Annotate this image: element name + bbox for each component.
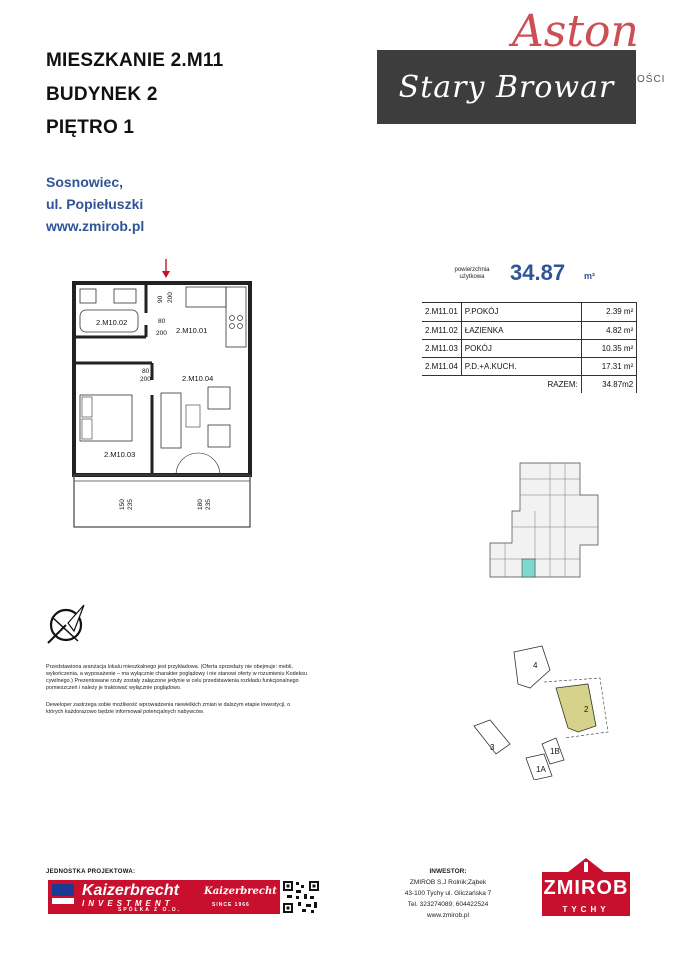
room-id: 2.M11.04: [422, 357, 461, 375]
table-row: [422, 357, 636, 375]
window-dim: 180: [197, 499, 204, 510]
room-name: ŁAZIENKA: [461, 321, 581, 339]
aston-logo: Aston: [512, 6, 639, 57]
investor-label: INWESTOR:: [429, 868, 467, 875]
table-row: [422, 339, 636, 357]
door-dim: 200: [156, 330, 167, 337]
door-dim: 200: [167, 292, 174, 303]
compass-icon: [44, 603, 88, 647]
city-text: Sosnowiec,: [46, 174, 124, 190]
stove-icon: [230, 316, 235, 321]
room-area: 17.31 m²: [581, 357, 636, 375]
kaiz2-name: Kaizerbrecht: [204, 886, 277, 897]
kaiz2-since: SINCE 1966: [212, 902, 250, 908]
eu-flag-icon: [52, 884, 74, 896]
armchair-icon: [208, 425, 230, 447]
total-label: RAZEM:: [547, 379, 578, 389]
room-id: 2.M11.03: [422, 339, 461, 357]
kaizerbrecht-logo: [48, 880, 198, 914]
outer-wall: [74, 283, 250, 475]
floor-plan: [66, 255, 266, 535]
investor-line: Tel. 323274089; 604422524: [407, 901, 489, 908]
area-label-line2: użytkowa: [459, 274, 485, 280]
door-swing: [198, 453, 220, 475]
area-label-line1: powierzchnia: [454, 267, 490, 273]
sink-icon: [114, 289, 136, 303]
door-swing: [176, 453, 198, 475]
table-total-row: [422, 375, 636, 393]
disclaimer-paragraph-2: Deweloper zastrzega sobie możliwość wprowadzenia niewielkich zmian w dalszym etapie inwestycji, o których każdorazowo będzie informował potencjalnych nabywców.: [46, 702, 291, 715]
stary-browar-logo-text: Stary Browar: [398, 69, 615, 105]
building-outline: [490, 463, 598, 577]
rooms-table-wrap: [422, 302, 637, 393]
window-dim: 150: [119, 499, 126, 510]
pillow: [82, 419, 92, 439]
armchair-icon: [208, 387, 230, 409]
stove-burner: [230, 324, 235, 329]
design-label: JEDNOSTKA PROJEKTOWA:: [46, 869, 136, 875]
website-link[interactable]: www.zmirob.pl: [46, 218, 145, 234]
window-dim: 235: [127, 499, 134, 510]
investor-line: 43-100 Tychy ul. Gliczańska 7: [404, 890, 492, 897]
door-dim: 90: [157, 295, 164, 303]
floor-title: PIĘTRO 1: [46, 117, 135, 138]
coffee-table: [186, 405, 200, 427]
area-unit: m²: [584, 271, 595, 281]
disclaimer-paragraph-1: Przedstawiona aranżacja lokalu mieszkalnego jest przykładowa. (Oferta sprzedaży nie obejmuje: mebli, wykończenia, a wyposażenie – ma wyłącznie charakter poglądowy i nie stanowi oferty w rozumieniu Kodeksu cywilnego.) Prezentowane rzuty zostały załączone jedynie w celu przedstawienia rozkładu funkcjonalnego pomieszczeń i należy je traktować wyłącznie poglądowo.: [46, 664, 307, 691]
room-name: POKÓJ: [461, 339, 581, 357]
kaiz-sub: INVESTMENT: [82, 899, 174, 908]
qr-code-icon[interactable]: [282, 880, 320, 914]
table-row: [422, 303, 636, 321]
zmirob-logo: [540, 858, 632, 920]
room-name: P.POKÓJ: [461, 303, 581, 321]
room-id: 2.M11.01: [422, 303, 461, 321]
site-map: [460, 640, 630, 780]
aston-logo-suffix: OŚCI: [637, 74, 666, 85]
area-value: 34.87: [510, 260, 566, 285]
stove-burner: [238, 316, 243, 321]
building-label: 4: [533, 661, 538, 670]
rooms-table: [422, 303, 636, 393]
door-dim: 80: [142, 368, 150, 375]
balcony: [74, 475, 250, 527]
kitchen-counter: [186, 287, 226, 307]
total-spacer: [422, 375, 461, 393]
building-2: [556, 684, 596, 732]
door-dim: 80: [158, 318, 166, 325]
stove-burner: [238, 324, 243, 329]
room-label-03: 2.M10.03: [104, 450, 136, 459]
apartment-highlight: [522, 559, 535, 577]
building-title: BUDYNEK 2: [46, 84, 158, 105]
investor-line: ZMIROB S.J Rolnik;Ząbek: [409, 879, 487, 886]
bed-icon: [80, 395, 132, 441]
area-label: [453, 267, 491, 281]
building-label: 2: [584, 705, 589, 714]
window-dim: 235: [205, 499, 212, 510]
sofa-icon: [161, 393, 181, 448]
kitchen-counter-side: [226, 287, 246, 347]
room-area: 4.82 m²: [581, 321, 636, 339]
zmirob-roof-icon: [568, 858, 604, 872]
pl-flag-icon: [52, 898, 74, 910]
investor-website-link[interactable]: www.zmirob.pl: [427, 912, 469, 919]
toilet-icon: [80, 289, 96, 303]
building-key-plan: [480, 455, 610, 585]
room-name: P.D.+A.KUCH.: [461, 357, 581, 375]
total-value: 34.87m2: [581, 375, 636, 393]
stary-browar-logo: [377, 50, 636, 124]
room-label-04: 2.M10.04: [182, 374, 214, 383]
entrance-arrow-icon: [162, 259, 170, 278]
building-label: 1B: [550, 747, 560, 756]
apartment-title: MIESZKANIE 2.M11: [46, 50, 224, 71]
kaizerbrecht-logo-2: [198, 880, 280, 914]
door-dim: 200: [140, 376, 151, 383]
pillow: [82, 397, 92, 417]
room-label-02: 2.M10.02: [96, 318, 128, 327]
room-label-01: 2.M10.01: [176, 326, 208, 335]
zmirob-name: ZMIROB: [543, 876, 629, 899]
room-area: 2.39 m²: [581, 303, 636, 321]
room-area: 10.35 m²: [581, 339, 636, 357]
kaiz-sub2: SPÓŁKA Z O.O.: [118, 907, 182, 913]
kaiz-name: Kaizerbrecht: [82, 882, 179, 899]
building-label: 1A: [536, 765, 546, 774]
table-row: [422, 321, 636, 339]
investor-block: [380, 866, 516, 921]
room-id: 2.M11.02: [422, 321, 461, 339]
building-label: 3: [490, 743, 495, 752]
street-text: ul. Popiełuszki: [46, 196, 144, 212]
zmirob-city: TYCHY: [542, 904, 630, 916]
